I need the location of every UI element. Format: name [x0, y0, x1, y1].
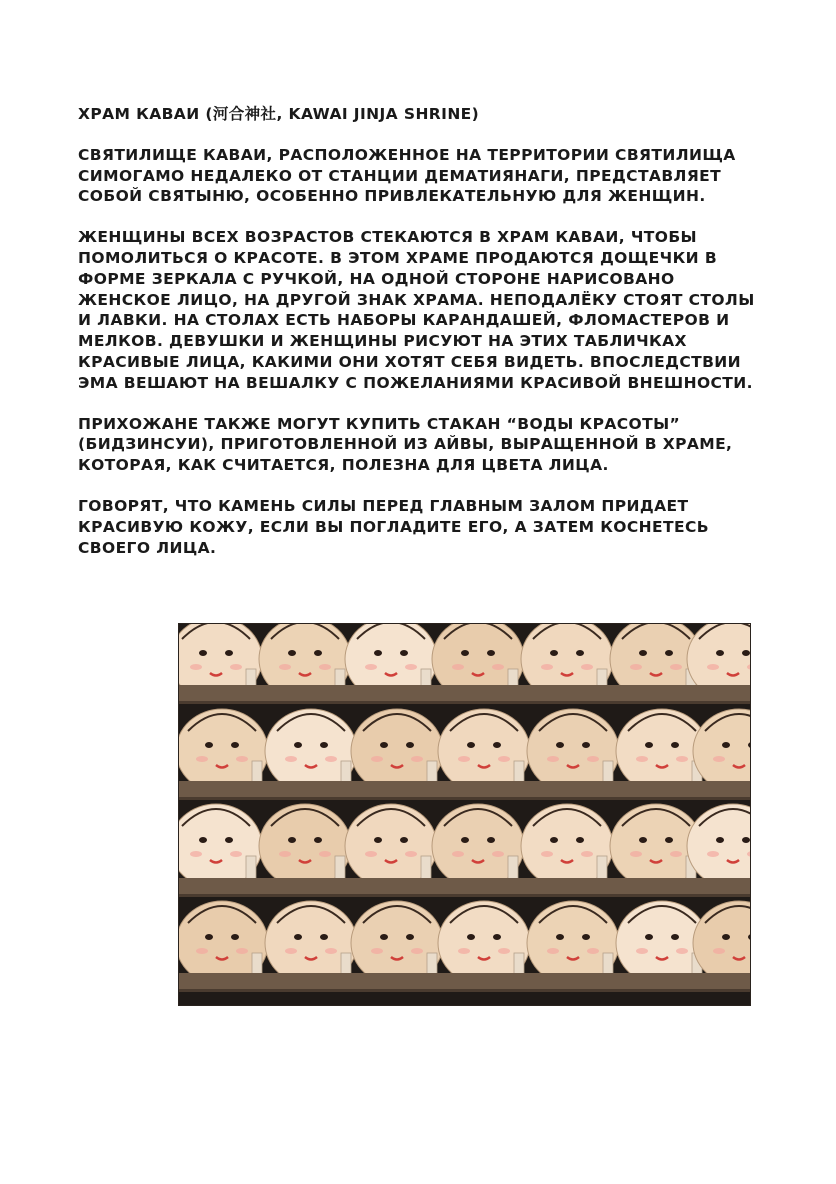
drawn-eye — [550, 650, 558, 656]
drawn-blush — [587, 948, 599, 954]
drawn-blush — [492, 664, 504, 670]
drawn-blush — [541, 851, 553, 857]
drawn-eye — [406, 934, 414, 940]
drawn-blush — [411, 756, 423, 762]
drawn-eye — [225, 837, 233, 843]
drawn-blush — [371, 948, 383, 954]
drawn-eye — [288, 650, 296, 656]
drawn-eye — [576, 650, 584, 656]
drawn-eye — [400, 837, 408, 843]
drawn-eye — [487, 650, 495, 656]
wooden-shelf-rail — [178, 973, 751, 989]
drawn-blush — [196, 756, 208, 762]
shelf-shadow — [178, 989, 751, 992]
drawn-blush — [405, 664, 417, 670]
drawn-blush — [670, 851, 682, 857]
drawn-blush — [713, 948, 725, 954]
drawn-blush — [365, 664, 377, 670]
drawn-eye — [406, 742, 414, 748]
drawn-eye — [374, 837, 382, 843]
paragraph-4: ГОВОРЯТ, ЧТО КАМЕНЬ СИЛЫ ПЕРЕД ГЛАВНЫМ ЗАЛОМ ПРИДАЕТ КРАСИВУЮ КОЖУ, ЕСЛИ ВЫ ПОГЛАДИТЕ ЕГО, А ЗАТЕМ КОСНЕТЕСЬ СВОЕГО ЛИЦА. — [78, 496, 709, 557]
drawn-eye — [645, 742, 653, 748]
drawn-eye — [556, 934, 564, 940]
drawn-blush — [452, 851, 464, 857]
article-title: ХРАМ КАВАИ (河合神社, KAWAI JINJA SHRINE) — [78, 105, 480, 123]
wooden-shelf-rail — [178, 781, 751, 797]
paragraph-3: ПРИХОЖАНЕ ТАКЖЕ МОГУТ КУПИТЬ СТАКАН “ВОДЫ КРАСОТЫ” (БИДЗИНСУИ), ПРИГОТОВЛЕННОЙ ИЗ АЙВЫ, ВЫРАЩЕННОЙ В ХРАМЕ, КОТОРАЯ, КАК СЧИТАЕТСЯ, ПОЛЕЗНА ДЛЯ ЦВЕТА ЛИЦА. — [78, 414, 733, 475]
drawn-eye — [461, 650, 469, 656]
drawn-eye — [400, 650, 408, 656]
drawn-eye — [716, 837, 724, 843]
drawn-eye — [205, 934, 213, 940]
drawn-eye — [671, 742, 679, 748]
wooden-shelf-rail — [178, 878, 751, 894]
drawn-eye — [493, 742, 501, 748]
drawn-eye — [199, 650, 207, 656]
drawn-blush — [279, 851, 291, 857]
drawn-blush — [630, 664, 642, 670]
drawn-eye — [742, 837, 750, 843]
drawn-eye — [288, 837, 296, 843]
drawn-blush — [498, 948, 510, 954]
drawn-eye — [294, 742, 302, 748]
drawn-blush — [325, 948, 337, 954]
drawn-eye — [576, 837, 584, 843]
drawn-eye — [467, 934, 475, 940]
drawn-blush — [190, 664, 202, 670]
drawn-blush — [636, 756, 648, 762]
drawn-blush — [636, 948, 648, 954]
drawn-blush — [707, 664, 719, 670]
drawn-eye — [665, 650, 673, 656]
drawn-blush — [587, 756, 599, 762]
drawn-eye — [205, 742, 213, 748]
drawn-blush — [458, 948, 470, 954]
drawn-eye — [320, 742, 328, 748]
drawn-blush — [285, 948, 297, 954]
drawn-eye — [231, 742, 239, 748]
drawn-eye — [225, 650, 233, 656]
drawn-blush — [319, 664, 331, 670]
shelf-shadow — [178, 894, 751, 897]
drawn-blush — [707, 851, 719, 857]
drawn-blush — [285, 756, 297, 762]
drawn-eye — [716, 650, 724, 656]
shelf-shadow — [178, 701, 751, 704]
drawn-eye — [556, 742, 564, 748]
drawn-eye — [380, 934, 388, 940]
drawn-blush — [458, 756, 470, 762]
ema-plaques-photo — [178, 623, 751, 1006]
drawn-eye — [671, 934, 679, 940]
shelf-shadow — [178, 797, 751, 800]
drawn-eye — [314, 837, 322, 843]
wooden-shelf-rail — [178, 685, 751, 701]
drawn-eye — [467, 742, 475, 748]
drawn-eye — [665, 837, 673, 843]
drawn-eye — [722, 742, 730, 748]
drawn-eye — [320, 934, 328, 940]
drawn-eye — [582, 742, 590, 748]
drawn-blush — [630, 851, 642, 857]
drawn-eye — [374, 650, 382, 656]
drawn-blush — [492, 851, 504, 857]
drawn-eye — [645, 934, 653, 940]
drawn-blush — [498, 756, 510, 762]
drawn-blush — [365, 851, 377, 857]
ema-plaques-illustration — [178, 623, 751, 1006]
drawn-blush — [581, 851, 593, 857]
drawn-eye — [639, 837, 647, 843]
drawn-eye — [582, 934, 590, 940]
drawn-blush — [325, 756, 337, 762]
drawn-eye — [461, 837, 469, 843]
article-text — [78, 104, 768, 578]
drawn-blush — [547, 948, 559, 954]
drawn-blush — [230, 664, 242, 670]
drawn-eye — [639, 650, 647, 656]
drawn-blush — [279, 664, 291, 670]
drawn-eye — [294, 934, 302, 940]
drawn-blush — [230, 851, 242, 857]
drawn-blush — [452, 664, 464, 670]
paragraph-1: СВЯТИЛИЩЕ КАВАИ, РАСПОЛОЖЕННОЕ НА ТЕРРИТОРИИ СВЯТИЛИЩА СИМОГАМО НЕДАЛЕКО ОТ СТАНЦИИ ДЕМАТИЯНАГИ, ПРЕДСТАВЛЯЕТ СОБОЙ СВЯТЫНЮ, ОСОБЕННО ПРИВЛЕКАТЕЛЬНУЮ ДЛЯ ЖЕНЩИН. — [78, 145, 736, 206]
drawn-eye — [199, 837, 207, 843]
drawn-blush — [676, 948, 688, 954]
drawn-eye — [487, 837, 495, 843]
drawn-eye — [550, 837, 558, 843]
drawn-blush — [411, 948, 423, 954]
drawn-blush — [236, 756, 248, 762]
drawn-eye — [231, 934, 239, 940]
drawn-blush — [236, 948, 248, 954]
drawn-blush — [670, 664, 682, 670]
drawn-blush — [319, 851, 331, 857]
drawn-blush — [405, 851, 417, 857]
drawn-blush — [371, 756, 383, 762]
drawn-blush — [581, 664, 593, 670]
drawn-eye — [722, 934, 730, 940]
drawn-blush — [196, 948, 208, 954]
drawn-eye — [314, 650, 322, 656]
drawn-blush — [547, 756, 559, 762]
drawn-blush — [713, 756, 725, 762]
paragraph-2: ЖЕНЩИНЫ ВСЕХ ВОЗРАСТОВ СТЕКАЮТСЯ В ХРАМ КАВАИ, ЧТОБЫ ПОМОЛИТЬСЯ О КРАСОТЕ. В ЭТОМ ХРАМЕ ПРОДАЮТСЯ ДОЩЕЧКИ В ФОРМЕ ЗЕРКАЛА С РУЧКОЙ, НА ОДНОЙ СТОРОНЕ НАРИСОВАНО ЖЕНСКОЕ ЛИЦО, НА ДРУГОЙ ЗНАК ХРАМА. НЕПОДАЛЁКУ СТОЯТ СТОЛЫ И ЛАВКИ. НА СТОЛАХ ЕСТЬ НАБОРЫ КАРАНДАШЕЙ, ФЛОМАСТЕРОВ И МЕЛКОВ. ДЕВУШКИ И ЖЕНЩИНЫ РИСУЮТ НА ЭТИХ ТАБЛИЧКАХ КРАСИВЫЕ ЛИЦА, КАКИМИ ОНИ ХОТЯТ СЕБЯ ВИДЕТЬ. ВПОСЛЕДСТВИИ ЭМА ВЕШАЮТ НА ВЕШАЛКУ С ПОЖЕЛАНИЯМИ КРАСИВОЙ ВНЕШНОСТИ. — [78, 228, 755, 392]
drawn-eye — [493, 934, 501, 940]
drawn-blush — [190, 851, 202, 857]
drawn-eye — [380, 742, 388, 748]
drawn-eye — [742, 650, 750, 656]
drawn-blush — [541, 664, 553, 670]
drawn-blush — [676, 756, 688, 762]
